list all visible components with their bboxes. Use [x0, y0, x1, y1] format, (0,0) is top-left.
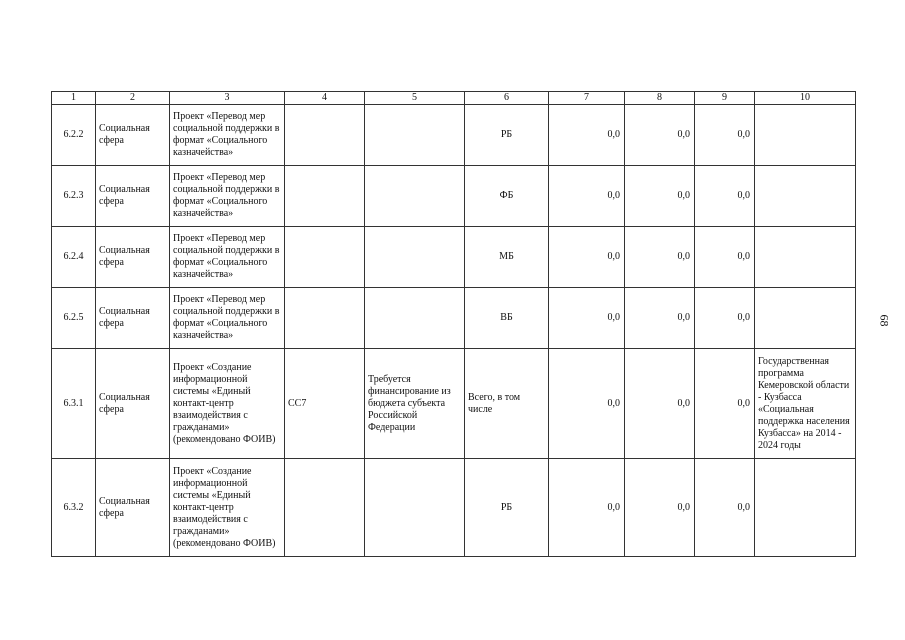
- row-code: [285, 288, 365, 349]
- row-funding-source: ВБ: [465, 288, 549, 349]
- row-project: Проект «Перевод мер социальной поддержки в формат «Социального казначейства»: [170, 166, 285, 227]
- column-header: 1: [52, 92, 96, 105]
- row-value-7: 0,0: [549, 227, 625, 288]
- row-project: Проект «Перевод мер социальной поддержки в формат «Социального казначейства»: [170, 105, 285, 166]
- row-program: [755, 105, 856, 166]
- page-number: 68: [877, 314, 892, 327]
- row-number: 6.2.3: [52, 166, 96, 227]
- row-number: 6.2.4: [52, 227, 96, 288]
- row-value-7: 0,0: [549, 288, 625, 349]
- row-financing-note: [365, 105, 465, 166]
- row-value-8: 0,0: [625, 459, 695, 557]
- column-header: 6: [465, 92, 549, 105]
- row-project: Проект «Перевод мер социальной поддержки в формат «Социального казначейства»: [170, 288, 285, 349]
- row-value-9: 0,0: [695, 349, 755, 459]
- row-project: Проект «Создание информационной системы «Единый контакт-центр взаимодействия с гражданами» (рекомендовано ФОИВ): [170, 459, 285, 557]
- table-row: [52, 459, 856, 557]
- row-number: 6.2.5: [52, 288, 96, 349]
- row-sphere: Социальная сфера: [96, 288, 170, 349]
- table-row: [52, 349, 856, 459]
- row-program: [755, 227, 856, 288]
- row-sphere: Социальная сфера: [96, 105, 170, 166]
- row-code: [285, 459, 365, 557]
- row-value-8: 0,0: [625, 105, 695, 166]
- row-value-8: 0,0: [625, 227, 695, 288]
- column-header: 7: [549, 92, 625, 105]
- row-funding-source: Всего, в том числе: [465, 349, 549, 459]
- column-header: 3: [170, 92, 285, 105]
- row-code: [285, 105, 365, 166]
- row-financing-note: [365, 459, 465, 557]
- row-funding-source: МБ: [465, 227, 549, 288]
- table-row: [52, 166, 856, 227]
- row-code: [285, 166, 365, 227]
- column-header: 2: [96, 92, 170, 105]
- header-row: [52, 92, 856, 105]
- row-value-9: 0,0: [695, 166, 755, 227]
- row-financing-note: [365, 166, 465, 227]
- row-value-7: 0,0: [549, 166, 625, 227]
- column-header: 10: [755, 92, 856, 105]
- row-sphere: Социальная сфера: [96, 459, 170, 557]
- row-value-9: 0,0: [695, 105, 755, 166]
- row-code: [285, 227, 365, 288]
- table-row: [52, 105, 856, 166]
- row-program: Государственная программа Кемеровской области - Кузбасса «Социальная поддержка населения Кузбасса» на 2014 - 2024 годы: [755, 349, 856, 459]
- column-header: 9: [695, 92, 755, 105]
- row-value-9: 0,0: [695, 227, 755, 288]
- table-row: [52, 288, 856, 349]
- row-value-7: 0,0: [549, 459, 625, 557]
- row-financing-note: Требуется финансирование из бюджета субъекта Российской Федерации: [365, 349, 465, 459]
- row-value-8: 0,0: [625, 288, 695, 349]
- row-project: Проект «Создание информационной системы «Единый контакт-центр взаимодействия с гражданами» (рекомендовано ФОИВ): [170, 349, 285, 459]
- row-value-8: 0,0: [625, 166, 695, 227]
- row-value-9: 0,0: [695, 288, 755, 349]
- row-sphere: Социальная сфера: [96, 349, 170, 459]
- row-value-7: 0,0: [549, 349, 625, 459]
- row-program: [755, 288, 856, 349]
- row-program: [755, 166, 856, 227]
- row-sphere: Социальная сфера: [96, 166, 170, 227]
- row-number: 6.2.2: [52, 105, 96, 166]
- row-financing-note: [365, 288, 465, 349]
- row-program: [755, 459, 856, 557]
- row-funding-source: РБ: [465, 105, 549, 166]
- table-row: [52, 227, 856, 288]
- column-header: 8: [625, 92, 695, 105]
- row-number: 6.3.1: [52, 349, 96, 459]
- row-value-7: 0,0: [549, 105, 625, 166]
- row-value-9: 0,0: [695, 459, 755, 557]
- program-table: [51, 91, 856, 557]
- row-value-8: 0,0: [625, 349, 695, 459]
- row-number: 6.3.2: [52, 459, 96, 557]
- row-project: Проект «Перевод мер социальной поддержки в формат «Социального казначейства»: [170, 227, 285, 288]
- column-header: 5: [365, 92, 465, 105]
- row-financing-note: [365, 227, 465, 288]
- row-code: СС7: [285, 349, 365, 459]
- row-funding-source: РБ: [465, 459, 549, 557]
- column-header: 4: [285, 92, 365, 105]
- row-funding-source: ФБ: [465, 166, 549, 227]
- row-sphere: Социальная сфера: [96, 227, 170, 288]
